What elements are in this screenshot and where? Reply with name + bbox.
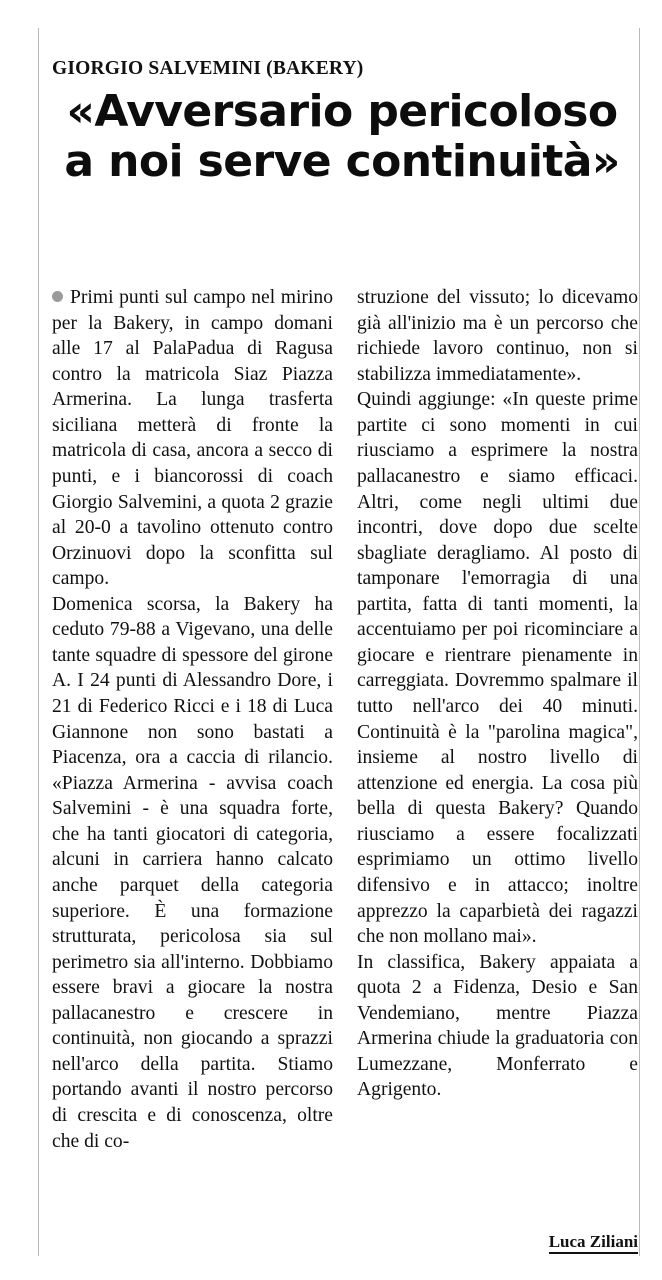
paragraph: Quindi aggiunge: «In queste prime partite ci sono momenti in cui riusciamo a esprimere la nostra pallacanestro e siamo efficaci. Altri, come negli ultimi due incontri, dove dopo due scelte sbagliate deragliamo. Al posto di tamponare l'emorragia di una partita, fatta di tanti momenti, la accentuiamo per poi ricominciare a giocare e rientrare pienamente in carreggiata. Dovremmo spalmare il tutto nell'arco dei 40 minuti. Continuità è la "parolina magica", insieme al nostro livello di attenzione ed energia. La cosa più bella di questa Bakery? Quando riusciamo a essere focalizzati esprimiamo un ottimo livello difensivo e in attacco; inoltre apprezzo la caparbietà dei ragazzi che non mollano mai». [357,389,638,948]
article-header [52,40,636,186]
article-column-left [52,285,333,1154]
headline-line-1: «Avversario pericoloso [66,86,618,138]
paragraph: Domenica scorsa, la Bakery ha ceduto 79-88 a Vigevano, una delle tante squadre di spessore del girone A. I 24 punti di Alessandro Dore, i 21 di Federico Ricci e i 18 di Luca Giannone non sono bastati a Piacenza, ora a caccia di rilancio. «Piazza Armerina - avvisa coach Salvemini - è una squadra forte, che ha tanti giocatori di categoria, alcuni in carriera hanno calcato anche parquet della categoria superiore. È una formazione strutturata, pericolosa sia sul perimetro sia all'interno. Dobbiamo essere bravi a giocare la nostra pallacanestro e crescere in continuità, non giocando a sprazzi nell'arco della partita. Stiamo portando avanti il nostro percorso di crescita e di conoscenza, oltre che di co- [52,593,333,1152]
article-column-right [357,285,638,1154]
article-body [52,285,638,1154]
page-title [52,87,632,186]
paragraph: struzione del vissuto; lo dicevamo già all'inizio ma è un percorso che richiede lavoro continuo, non si stabilizza immediatamente». [357,287,638,385]
paragraph [52,285,333,592]
article-kicker: GIORGIO SALVEMINI (BAKERY) [52,58,364,79]
headline-line-2: a noi serve continuità» [64,135,620,187]
column-rule-left [38,28,39,1256]
column-rule-right [639,28,640,1256]
byline-text: Luca Ziliani [549,1232,638,1254]
bullet-icon [52,291,63,302]
paragraph: In classifica, Bakery appaiata a quota 2 a Fidenza, Desio e San Vendemiano, mentre Piazza Armerina chiude la graduatoria con Lumezzane, Monferrato e Agrigento. [357,951,638,1101]
article-byline [549,1232,638,1254]
paragraph-text: Primi punti sul campo nel mirino per la Bakery, in campo domani alle 17 al PalaPadua di Ragusa contro la matricola Siaz Piazza Armerina. La lunga trasferta siciliana metterà di fronte la matricola di casa, ancora a secco di punti, e i biancorossi di coach Giorgio Salvemini, a quota 2 grazie al 20-0 a tavolino ottenuto contro Orzinuovi dopo la sconfitta sul campo. [52,287,333,590]
